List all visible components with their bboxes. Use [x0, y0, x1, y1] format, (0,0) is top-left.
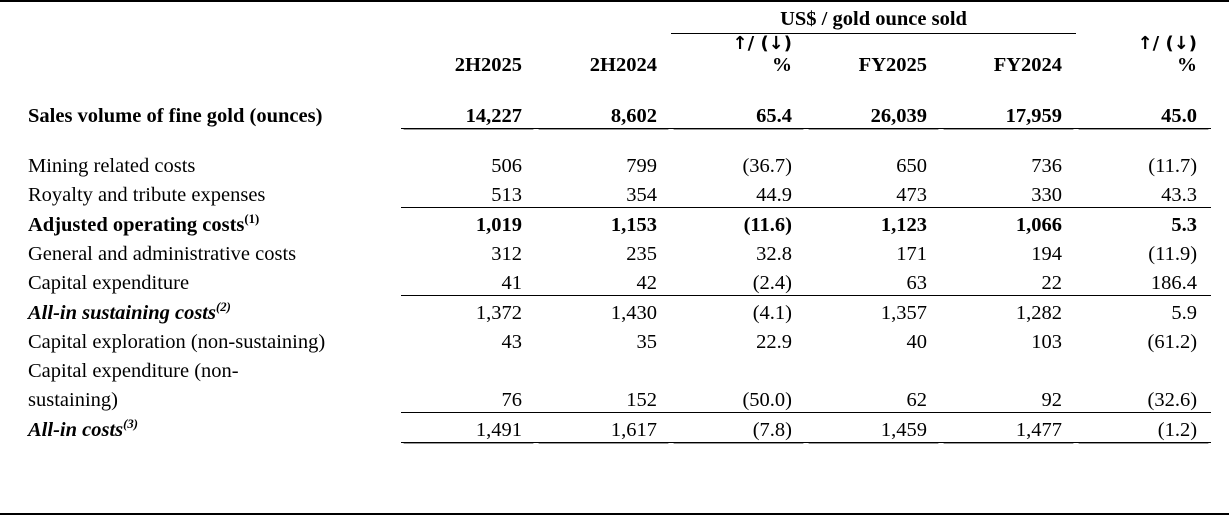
- cell-aic-fy2025: 1,459: [806, 412, 941, 442]
- cell-gna-fy2025: 171: [896, 242, 927, 265]
- header-unit-spacer-2: [536, 8, 671, 34]
- table-row-capital-exploration: [18, 325, 1211, 354]
- cell-capex-ns-change-half: (50.0): [671, 383, 806, 413]
- spacer-row-1: [18, 79, 1211, 99]
- cell-royalty-change-half: 44.9: [671, 178, 806, 208]
- cell-gna-2h2024: 235: [626, 242, 657, 265]
- cell-capex-fy2025: 63: [806, 266, 941, 296]
- header-spacer: [18, 8, 401, 34]
- cell-royalty-fy2025: 473: [806, 178, 941, 208]
- table-row-royalty-tribute: [18, 178, 1211, 208]
- header-col-change-fy-pct: %: [1177, 53, 1198, 76]
- cell-capex-2h2025: 41: [401, 266, 536, 296]
- table-row-sales-volume: [18, 99, 1211, 129]
- cell-royalty-change-fy: 43.3: [1076, 178, 1211, 208]
- header-col-2h2025: [401, 34, 536, 79]
- cell-capex-ns-fy2025: 62: [806, 383, 941, 413]
- cell-mining-change-half: (36.7): [742, 154, 792, 177]
- header-col-2h2025-label: 2H2025: [454, 53, 522, 76]
- header-col-change-half-arrows: ↑/ (↓): [732, 33, 792, 54]
- cell-gna-fy2024: 194: [1031, 242, 1063, 265]
- cell-aisc-change-fy: 5.9: [1171, 301, 1198, 324]
- cell-capex-2h2024: 42: [536, 266, 671, 296]
- cell-adjusted-fy2025: 1,123: [880, 213, 927, 236]
- row-label-capex-nonsustaining-line1: Capital expenditure (non-: [28, 359, 239, 382]
- cell-royalty-2h2024: 354: [536, 178, 671, 208]
- table-row-mining-related-costs: [18, 149, 1211, 178]
- row-label-capital-expenditure: Capital expenditure: [28, 272, 190, 295]
- cell-sales-volume-2h2025: 14,227: [401, 99, 536, 129]
- cell-adjusted-change-fy: 5.3: [1171, 213, 1198, 236]
- header-col-change-fy-arrows: ↑/ (↓): [1137, 33, 1198, 54]
- cell-aic-change-half: (7.8): [671, 412, 806, 442]
- header-col-change-half: [671, 34, 806, 79]
- cell-sales-volume-2h2024: 8,602: [536, 99, 671, 129]
- row-label-capex-nonsustaining-line2: sustaining): [28, 389, 118, 412]
- cell-explore-change-half: 22.9: [756, 330, 792, 353]
- table-row-general-admin: [18, 237, 1211, 266]
- cell-aic-fy2024: 1,477: [941, 412, 1076, 442]
- cell-explore-2h2024: 35: [636, 330, 657, 353]
- row-label-general-admin: General and administrative costs: [28, 242, 297, 265]
- cell-capex-ns-2h2024: 152: [536, 383, 671, 413]
- table-row-capex-nonsustaining-line1: [18, 354, 1211, 383]
- cell-explore-fy2025: 40: [906, 330, 927, 353]
- cell-capex-fy2024: 22: [941, 266, 1076, 296]
- cell-gna-change-fy: (11.9): [1148, 242, 1198, 265]
- cell-explore-fy2024: 103: [1031, 330, 1063, 353]
- row-label-adjusted-operating-costs: [18, 207, 401, 237]
- header-unit-spacer-3: [1076, 8, 1211, 34]
- cell-mining-fy2025: 650: [896, 154, 927, 177]
- header-unit-title: US$ / gold ounce sold: [671, 8, 1076, 34]
- row-label-all-in-costs: [18, 412, 401, 442]
- header-col-2h2024: [536, 34, 671, 79]
- row-label-all-in-sustaining-costs-text: All-in sustaining costs: [28, 301, 216, 324]
- cell-capex-change-fy: 186.4: [1076, 266, 1211, 296]
- cell-sales-volume-change-half: 65.4: [671, 99, 806, 129]
- table-row-capex-nonsustaining: [18, 383, 1211, 413]
- cell-aisc-2h2024: 1,430: [610, 301, 657, 324]
- header-col-2h2024-label: 2H2024: [589, 53, 657, 76]
- header-col-change-fy: [1076, 34, 1211, 79]
- row-label-adjusted-operating-costs-text: Adjusted operating costs: [28, 213, 245, 236]
- row-label-mining-related-costs: Mining related costs: [28, 154, 196, 177]
- cell-aic-2h2024: 1,617: [536, 412, 671, 442]
- cell-adjusted-2h2024: 1,153: [610, 213, 657, 236]
- spacer-row-2: [18, 128, 1211, 149]
- cell-explore-change-fy: (61.2): [1147, 330, 1198, 353]
- cell-capex-ns-fy2024: 92: [941, 383, 1076, 413]
- row-label-sales-volume: Sales volume of fine gold (ounces): [28, 105, 323, 128]
- cell-aisc-change-half: (4.1): [752, 301, 792, 324]
- cell-adjusted-fy2024: 1,066: [1015, 213, 1063, 236]
- cell-adjusted-2h2025: 1,019: [475, 213, 522, 236]
- table-row-adjusted-operating-costs: [18, 207, 1211, 237]
- row-label-royalty-tribute: Royalty and tribute expenses: [28, 184, 266, 207]
- cell-sales-volume-fy2024: 17,959: [941, 99, 1076, 129]
- cell-explore-2h2025: 43: [501, 330, 522, 353]
- table-row-all-in-sustaining-costs: [18, 295, 1211, 325]
- header-col-fy2025-label: FY2025: [858, 53, 927, 76]
- cell-royalty-2h2025: 513: [401, 178, 536, 208]
- cost-metrics-table: [18, 8, 1211, 443]
- cell-gna-2h2025: 312: [491, 242, 522, 265]
- cell-royalty-fy2024: 330: [941, 178, 1076, 208]
- cell-mining-2h2025: 506: [491, 154, 522, 177]
- cell-capex-ns-change-fy: (32.6): [1076, 383, 1211, 413]
- cell-aisc-fy2025: 1,357: [880, 301, 927, 324]
- cell-sales-volume-fy2025: 26,039: [806, 99, 941, 129]
- cell-mining-change-fy: (11.7): [1148, 154, 1198, 177]
- header-col-fy2024-label: FY2024: [993, 53, 1063, 76]
- header-label-col: [18, 34, 401, 79]
- cell-gna-change-half: 32.8: [756, 242, 792, 265]
- cell-aisc-2h2025: 1,372: [475, 301, 522, 324]
- table-row-capital-expenditure: [18, 266, 1211, 296]
- header-unit-spacer-1: [401, 8, 536, 34]
- cell-mining-2h2024: 799: [626, 154, 657, 177]
- row-label-capital-exploration: Capital exploration (non-sustaining): [28, 330, 326, 353]
- header-col-fy2025: [806, 34, 941, 79]
- cell-capex-ns-2h2025: 76: [401, 383, 536, 413]
- cell-aic-2h2025: 1,491: [401, 412, 536, 442]
- header-col-change-half-pct: %: [772, 53, 792, 76]
- row-label-all-in-sustaining-costs: [18, 295, 401, 325]
- cell-capex-change-half: (2.4): [671, 266, 806, 296]
- footnote-marker-3: (3): [123, 417, 138, 432]
- footnote-marker-2: (2): [215, 299, 231, 314]
- row-label-all-in-costs-text: All-in costs: [28, 419, 124, 442]
- cell-sales-volume-change-fy: 45.0: [1076, 99, 1211, 129]
- footnote-marker-1: (1): [244, 211, 260, 226]
- header-col-fy2024: [941, 34, 1076, 79]
- cell-adjusted-change-half: (11.6): [743, 213, 792, 236]
- header-unit-row: [18, 8, 1211, 34]
- cell-aisc-fy2024: 1,282: [1015, 301, 1063, 324]
- cell-mining-fy2024: 736: [1031, 154, 1063, 177]
- cell-aic-change-fy: (1.2): [1076, 412, 1211, 442]
- header-columns-row: [18, 34, 1211, 79]
- table-row-all-in-costs: [18, 412, 1211, 442]
